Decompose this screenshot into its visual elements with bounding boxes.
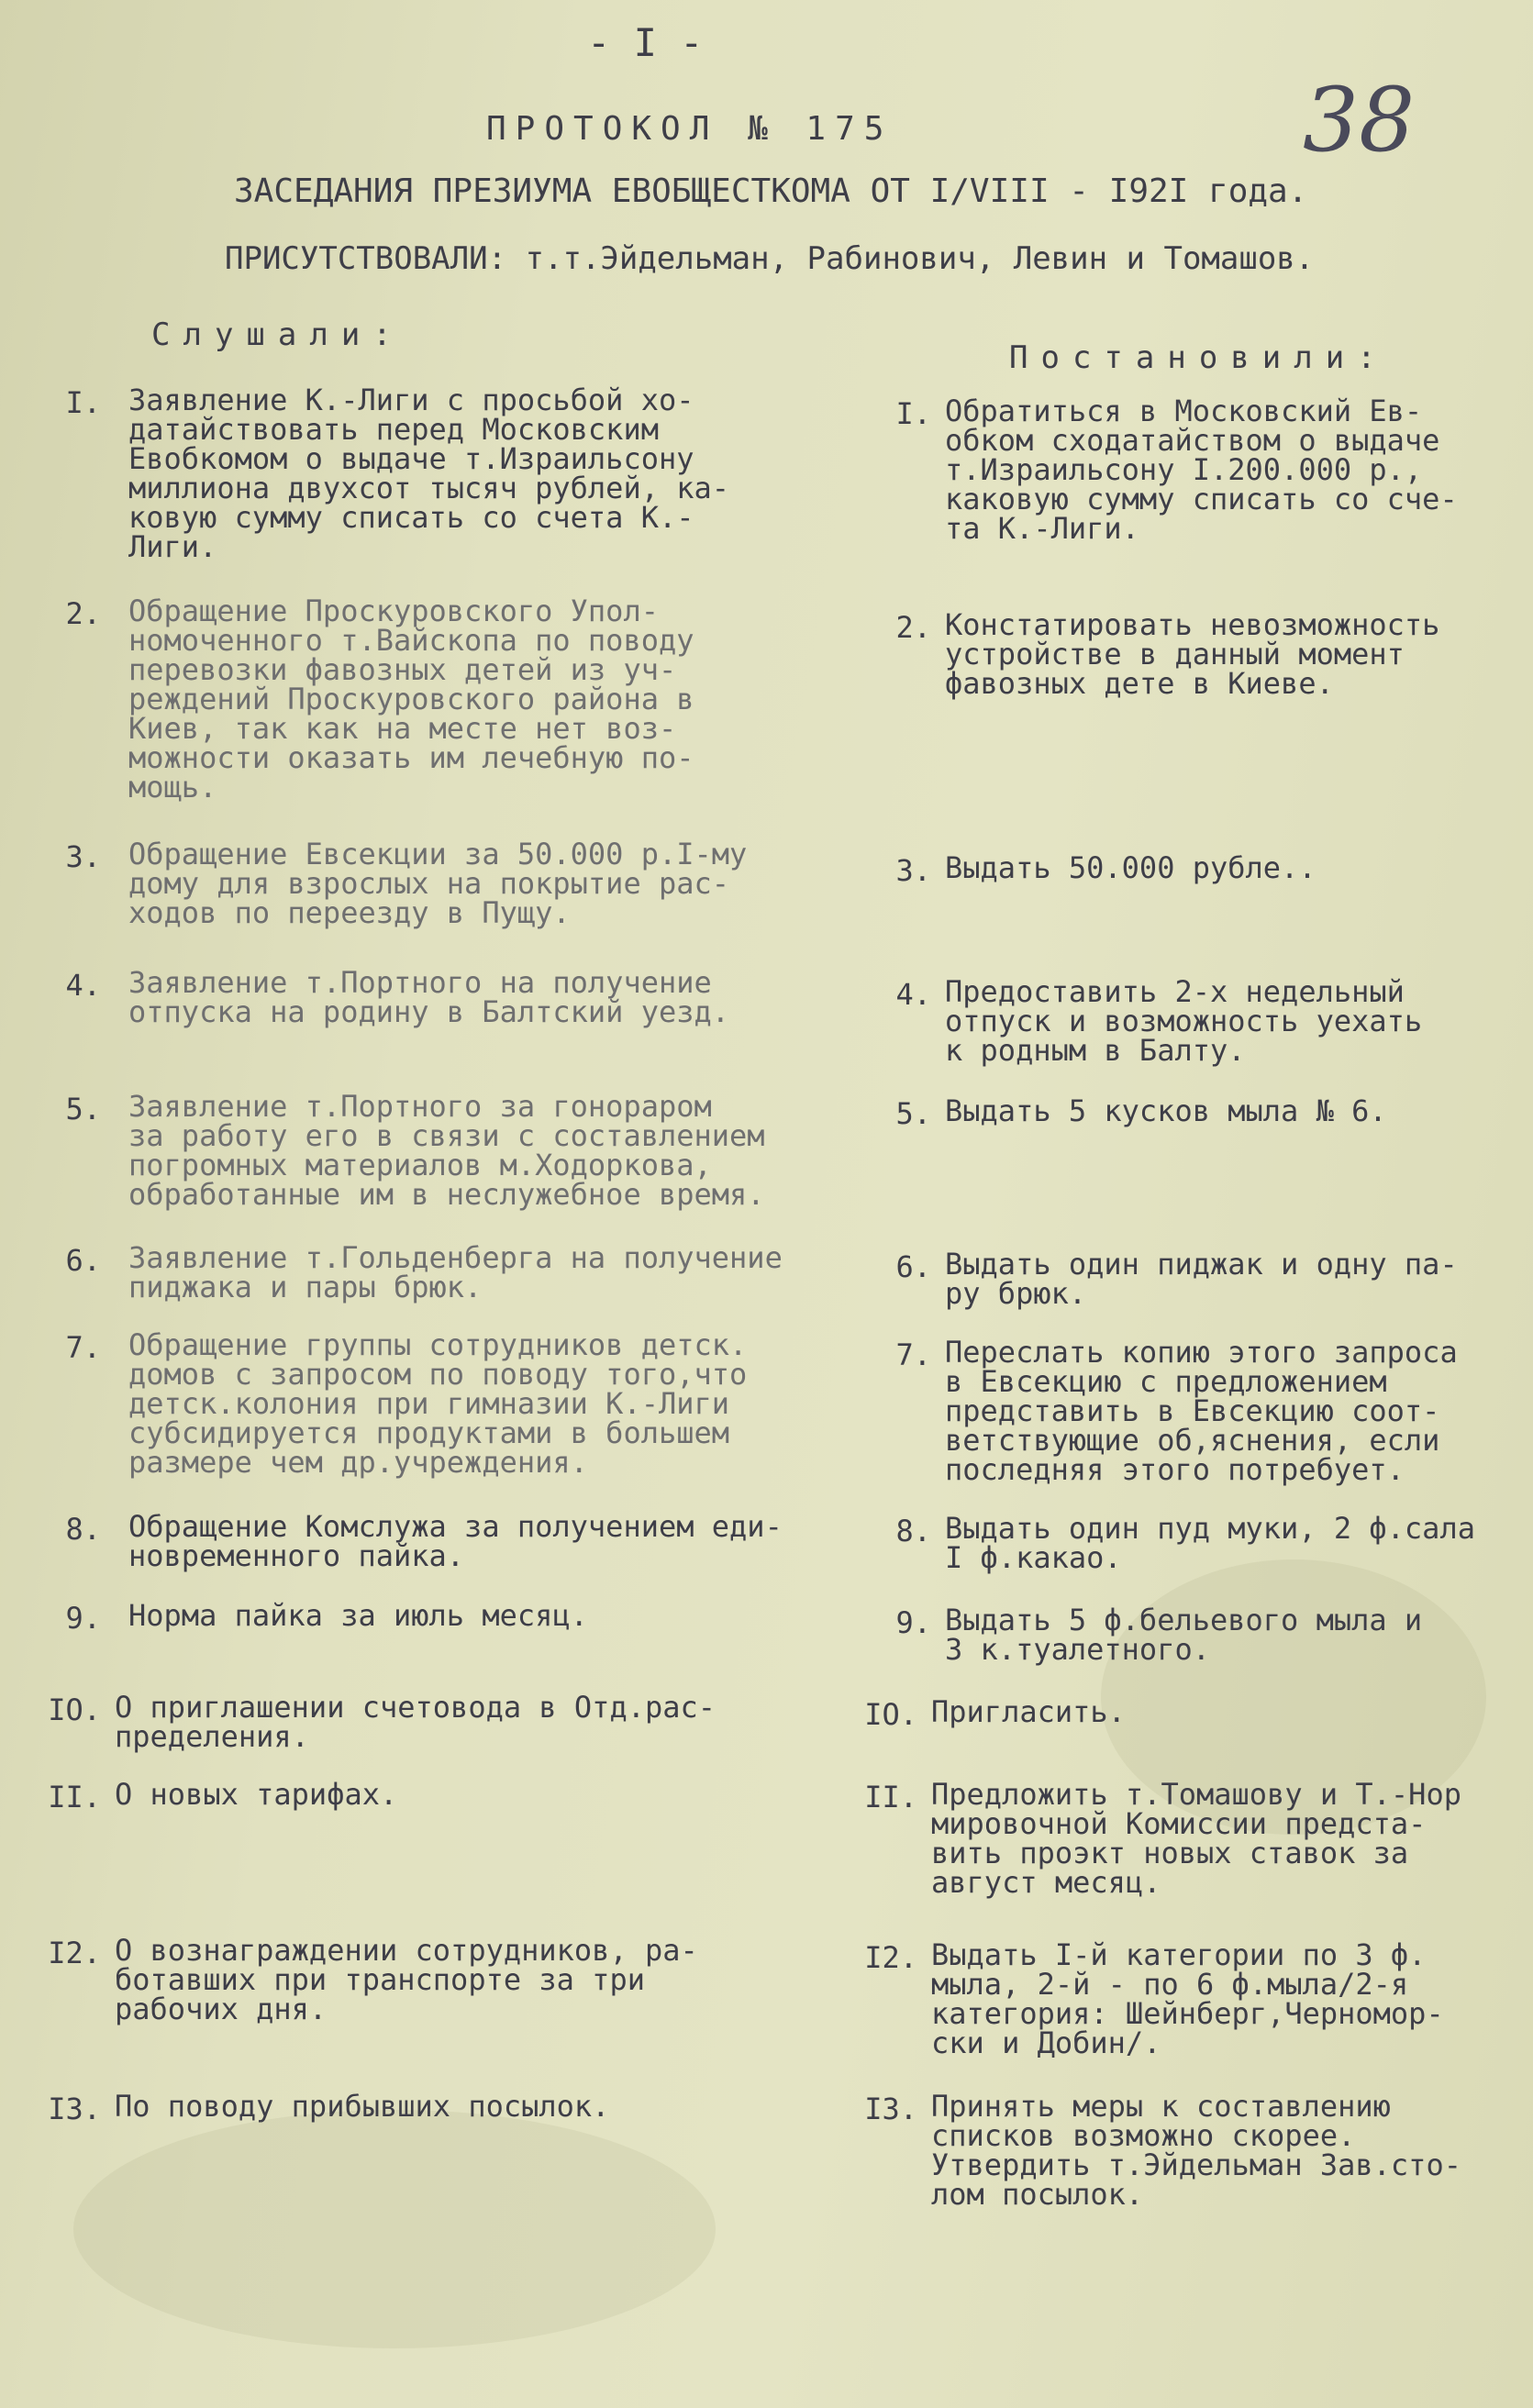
item-resolved-text: Выдать один пиджак и одну па- ру брюк. [945,1247,1458,1311]
item-resolved-text: Выдать 50.000 рубле.. [945,850,1316,885]
paper-stain [73,2110,716,2348]
item-heard-text: О вознаграждении сотрудников, ра- ботавших при транспорте за три рабочих дня. [115,1933,698,2026]
item-number-right: I3. [864,2092,917,2126]
item-number-right: 8. [895,1514,931,1548]
item-number-left: 7. [65,1330,101,1365]
item-resolved-text: Выдать 5 ф.бельевого мыла и 3 к.туалетного. [945,1603,1423,1667]
item-number-left: 9. [65,1601,101,1636]
item-heard-text: Заявление К.-Лиги с просьбой хо- датайствовать перед Московским Евобкомом о выдаче т.Израильсону миллиона двухсот тысяч рублей, ка- ковую сумму списать со счета К.- Лиги. [128,383,730,564]
item-resolved-text: Выдать один пуд муки, 2 ф.сала I ф.какао. [945,1511,1475,1575]
item-number-left: I. [65,385,101,420]
item-heard-text: Норма пайка за июль месяц. [128,1598,588,1633]
item-number-left: IO. [48,1692,101,1727]
item-number-right: 9. [895,1605,931,1640]
item-number-right: 4. [895,977,931,1012]
item-number-right: 7. [895,1337,931,1372]
column-heading-heard: Слушали: [151,316,405,353]
item-heard-text: Обращение Комслужа за получением еди- новременного пайка. [128,1509,783,1573]
item-number-left: 3. [65,839,101,874]
item-heard-text: Обращение группы сотрудников детск. домов с запросом по поводу того,что детск.колония при гимназии К.-Лиги субсидируется продуктами в большем размере чем др.учреждения. [128,1327,748,1480]
document-subtitle: ЗАСЕДАНИЯ ПРЕЗИУМА ЕВОБЩЕСТКОМА ОТ I/VIII - I92I года. [234,172,1308,210]
item-heard-text: Заявление т.Гольденберга на получение пиджака и пары брюк. [128,1240,783,1304]
item-number-left: I3. [48,2092,101,2126]
item-heard-text: Обращение Проскуровского Упол- номоченного т.Вайскопа по поводу перевозки фавозных детей из уч- реждений Проскуровского района в Киев, так как на месте нет воз- можности оказать им лечебную по- мощь. [128,594,694,805]
item-heard-text: О приглашении счетовода в Отд.рас- пределения. [115,1690,717,1754]
item-resolved-text: Предоставить 2-х недельный отпуск и возможность уехать к родным в Балту. [945,974,1423,1068]
item-number-right: I2. [864,1940,917,1975]
item-resolved-text: Переслать копию этого запроса в Евсекцию с предложением представить в Евсекцию соот- ветствующие об,яснения, если последняя этого потребует. [945,1335,1458,1487]
page-number: - I - [587,20,704,65]
item-heard-text: Заявление т.Портного на получение отпуска на родину в Балтский уезд. [128,965,730,1029]
handwritten-folio-number: 38 [1303,69,1416,172]
item-resolved-text: Пригласить. [931,1694,1126,1729]
item-number-right: 3. [895,853,931,888]
attendees-line: ПРИСУТСТВОВАЛИ: т.т.Эйдельман, Рабинович, Левин и Томашов. [225,240,1315,277]
column-heading-resolved: Постановили: [1009,339,1389,376]
item-number-right: II. [864,1780,917,1814]
item-resolved-text: Выдать 5 кусков мыла № 6. [945,1093,1387,1128]
item-number-left: II. [48,1780,101,1814]
document-title: ПРОТОКОЛ № 175 [486,110,894,148]
item-heard-text: По поводу прибывших посылок. [115,2089,610,2124]
item-number-left: 6. [65,1243,101,1278]
item-number-left: 2. [65,596,101,631]
item-resolved-text: Констатировать невозможность устройстве в данный момент фавозных дете в Киеве. [945,607,1440,701]
item-resolved-text: Выдать I-й категории по 3 ф. мыла, 2-й - по 6 ф.мыла/2-я категория: Шейнберг,Черномор- ски и Добин/. [931,1937,1444,2060]
item-resolved-text: Принять меры к составлению списков возможно скорее. Утвердить т.Эйдельман Зав.сто- лом посылок. [931,2089,1461,2212]
item-resolved-text: Предложить т.Томашову и Т.-Нор мировочной Комиссии предста- вить проэкт новых ставок за август месяц. [931,1777,1461,1900]
item-number-left: I2. [48,1936,101,1970]
item-number-right: 6. [895,1249,931,1284]
item-number-left: 5. [65,1092,101,1126]
item-number-left: 8. [65,1512,101,1547]
item-number-right: IO. [864,1697,917,1732]
item-number-right: 5. [895,1096,931,1131]
item-heard-text: Заявление т.Портного за гонораром за работу его в связи с составлением погромных материалов м.Ходоркова, обработанные им в неслужебное время. [128,1089,765,1212]
item-resolved-text: Обратиться в Московский Ев- обком сходатайством о выдаче т.Израильсону I.200.000 р., каковую сумму списать со сче- та К.-Лиги. [945,394,1458,546]
item-heard-text: Обращение Евсекции за 50.000 р.I-му дому для взрослых на покрытие рас- ходов по переезду в Пущу. [128,837,748,930]
item-number-left: 4. [65,968,101,1003]
item-number-right: I. [895,396,931,431]
item-heard-text: О новых тарифах. [115,1777,398,1812]
item-number-right: 2. [895,610,931,645]
